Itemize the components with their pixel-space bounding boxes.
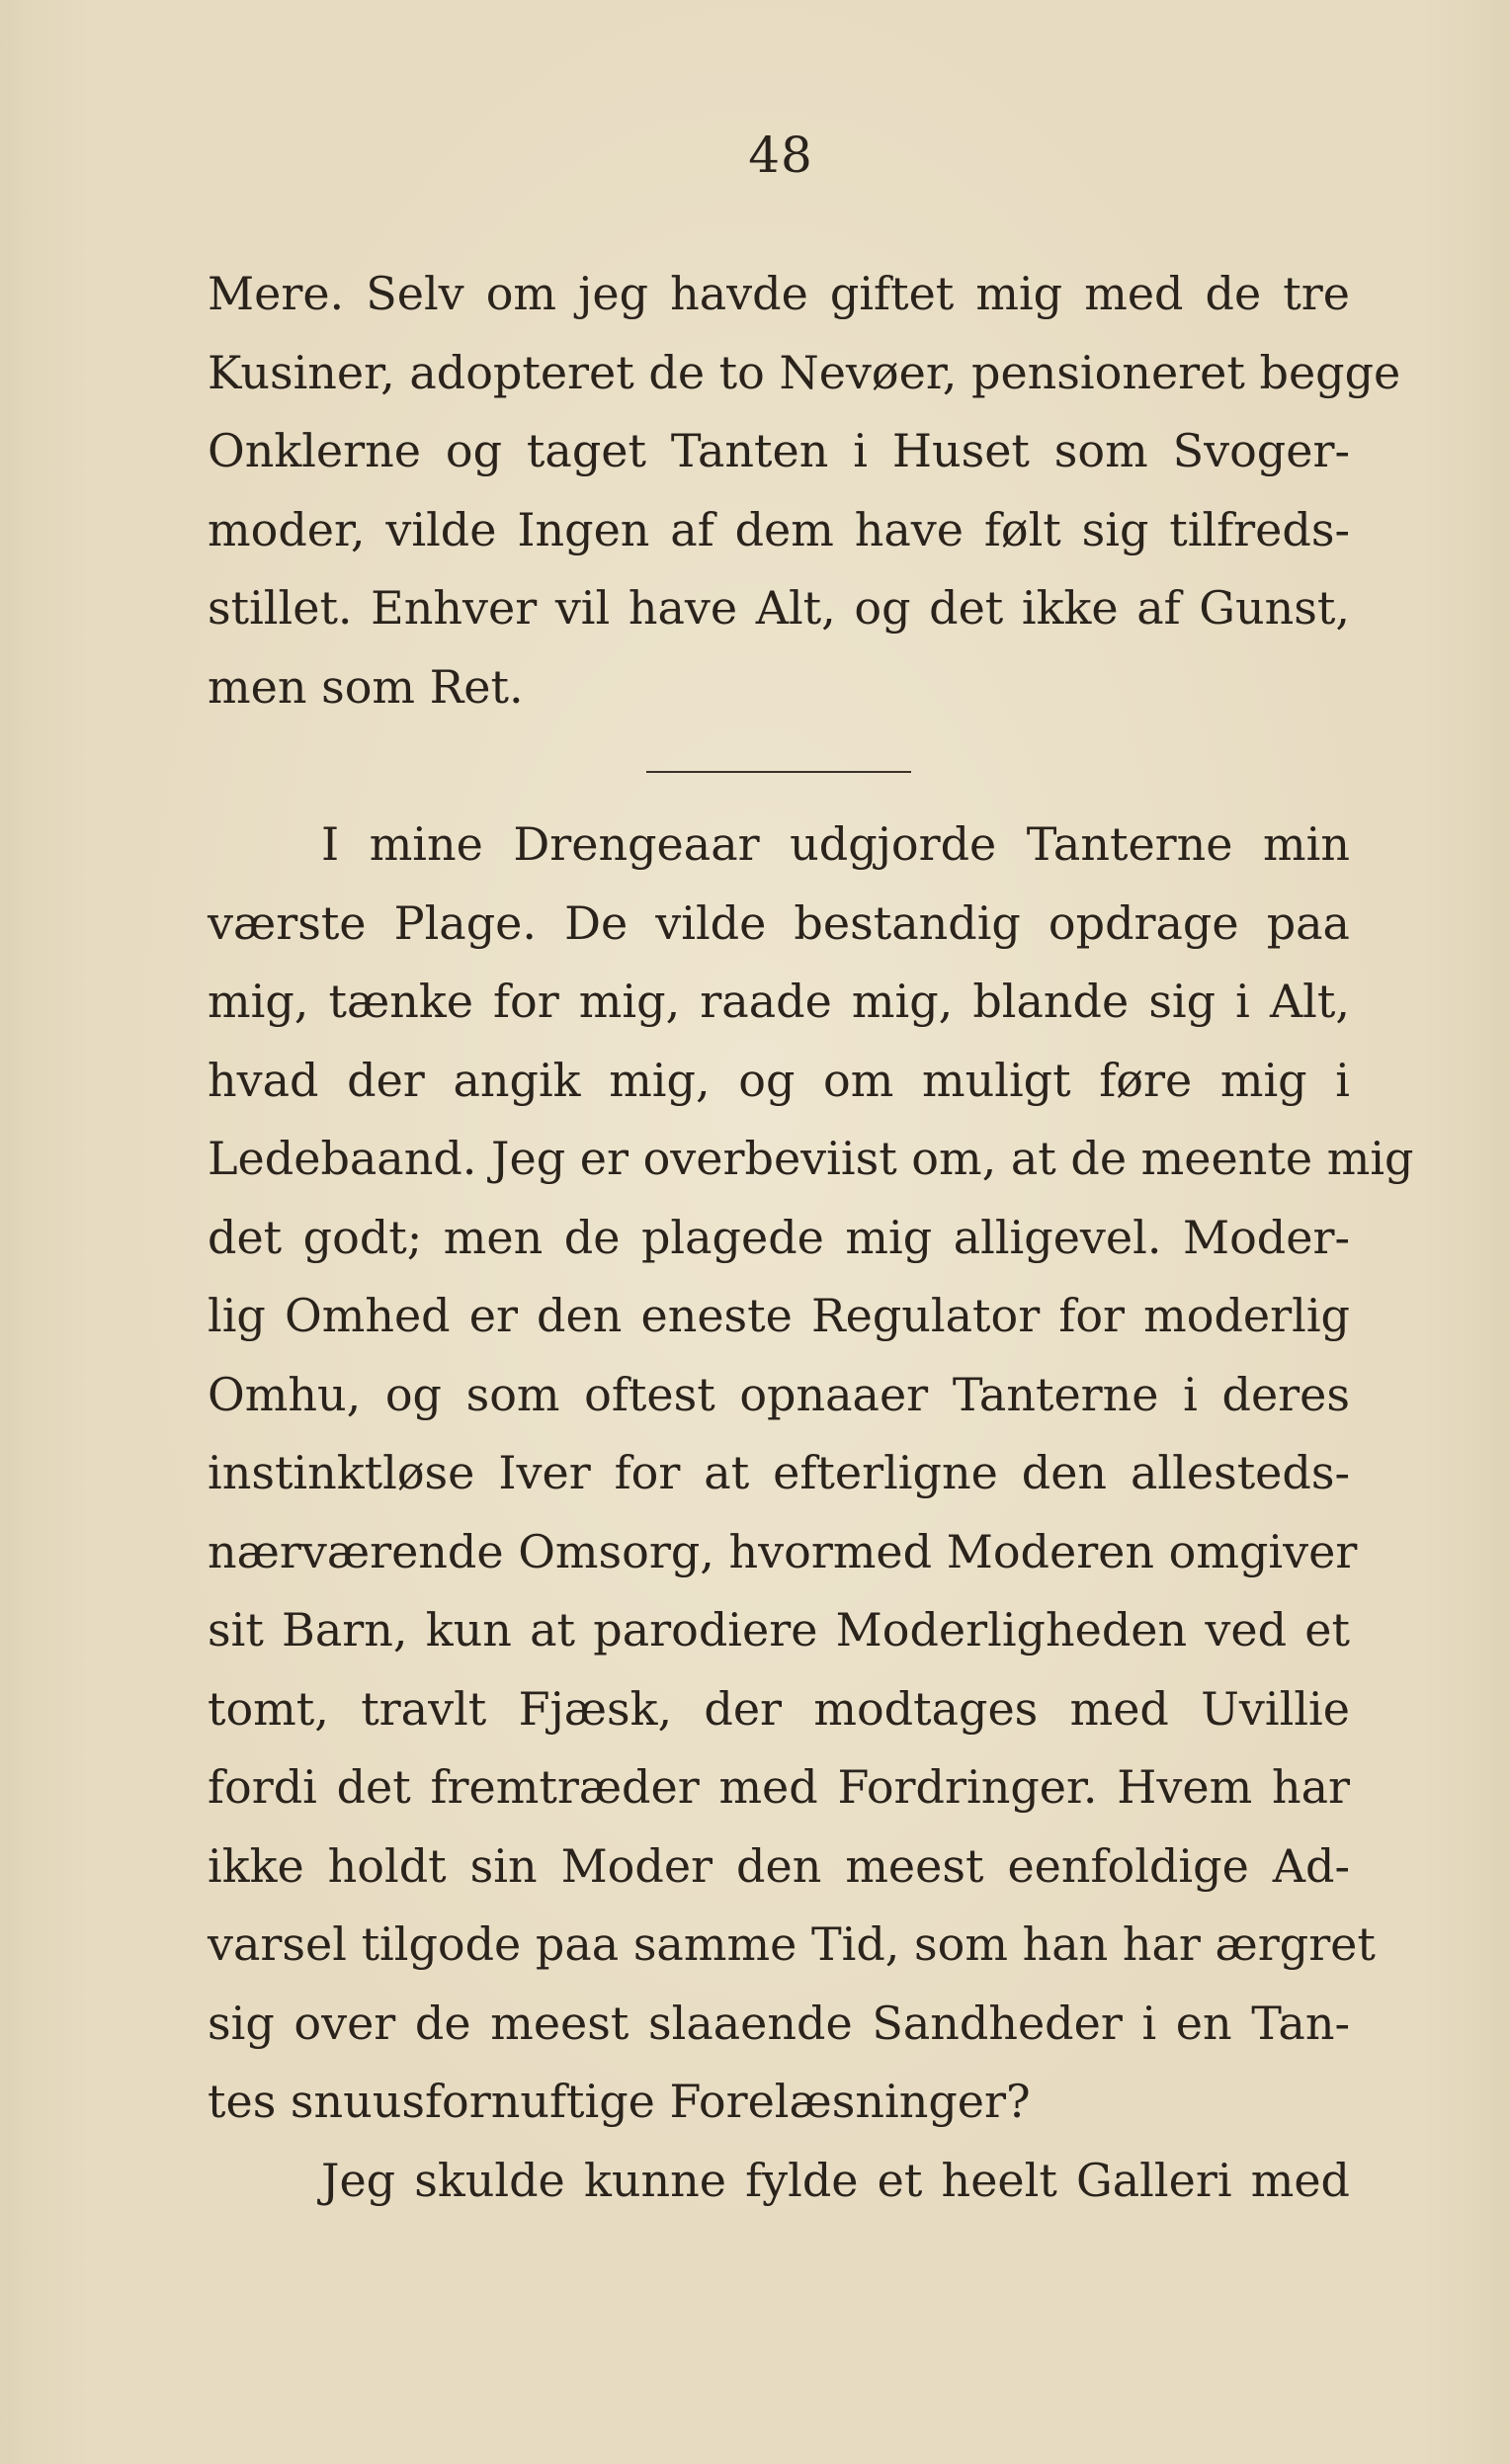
text-line: ikke holdt sin Moder den meest eenfoldige Ad- (208, 1838, 1350, 1893)
text-line: sig over de meest slaaende Sandheder i en Tan- (208, 1996, 1350, 2050)
text-line: nærværende Omsorg, hvormed Moderen omgiver (208, 1524, 1358, 1578)
text-line: Omhu, og som oftest opnaaer Tanterne i deres (208, 1367, 1350, 1421)
text-line: tes snuusfornuftige Forelæsninger? (208, 2075, 1031, 2128)
text-line: det godt; men de plagede mig alligevel. Moder- (208, 1210, 1350, 1264)
text-line: I mine Drengeaar udgjorde Tanterne min (321, 817, 1350, 871)
text-line: Kusiner, adopteret de to Nevøer, pensioneret begge (208, 345, 1401, 399)
text-line: stillet. Enhver vil have Alt, og det ikke af Gunst, (208, 581, 1350, 635)
text-line: værste Plage. De vilde bestandig opdrage paa (208, 895, 1350, 950)
paragraph-1 (208, 255, 1401, 726)
text-line: Jeg skulde kunne fylde et heelt Galleri med (321, 2153, 1350, 2207)
paragraph-2 (208, 806, 1414, 2220)
text-line: lig Omhed er den eneste Regulator for moderlig (208, 1289, 1350, 1342)
text-line: hvad der angik mig, og om muligt føre mig i (208, 1053, 1350, 1107)
text-line: varsel tilgode paa samme Tid, som han har ærgret (208, 1917, 1376, 1971)
text-line: sit Barn, kun at parodiere Moderligheden ved et (208, 1603, 1350, 1657)
text-line: Mere. Selv om jeg havde giftet mig med de tre (208, 267, 1350, 320)
text-line: Onklerne og taget Tanten i Huset som Svoger- (208, 424, 1350, 477)
page-number: 48 (748, 127, 813, 184)
text-line: fordi det fremtræder med Fordringer. Hvem har (208, 1760, 1350, 1814)
text-line: instinktløse Iver for at efterligne den allesteds- (208, 1446, 1350, 1499)
text-line: moder, vilde Ingen af dem have følt sig tilfreds- (208, 502, 1350, 556)
text-line: Ledebaand. Jeg er overbeviist om, at de meente mig (208, 1132, 1414, 1185)
text-line: tomt, travlt Fjæsk, der modtages med Uvillie (208, 1681, 1350, 1736)
text-line: mig, tænke for mig, raade mig, blande sig i Alt, (208, 975, 1350, 1028)
text-line: men som Ret. (208, 659, 524, 714)
section-divider (646, 771, 911, 773)
